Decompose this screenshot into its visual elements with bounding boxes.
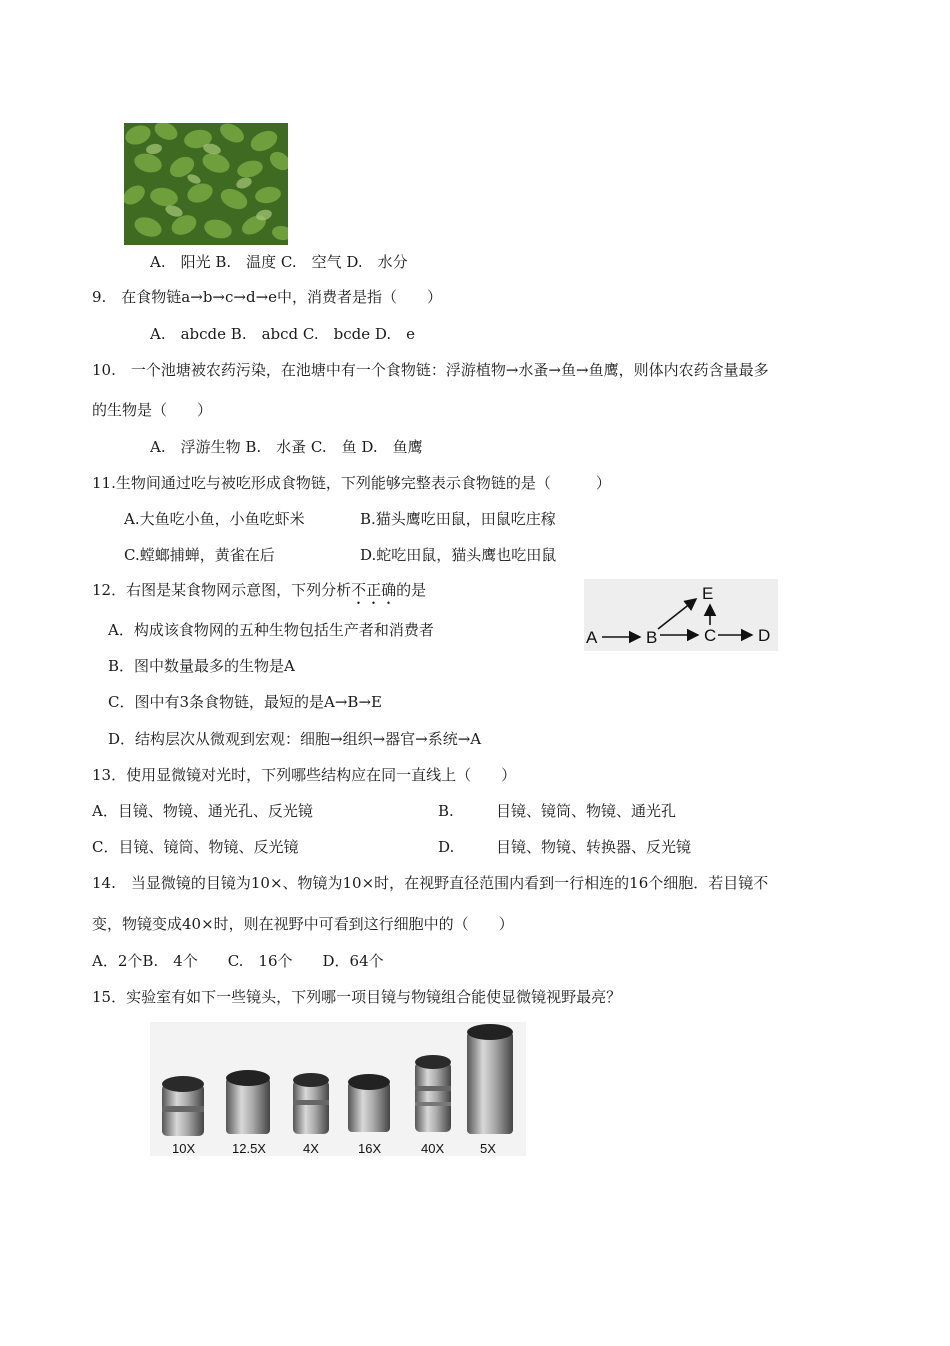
q15-stem: 15．实验室有如下一些镜头，下列哪一项目镜与物镜组合能使显微镜视野最亮？ [92,988,622,1006]
lens-label-10x: 10X [172,1141,196,1156]
q14-stem-line1: 14. 当显微镜的目镜为10×、物镜为10×时，在视野直径范围内看到一行相连的16个细胞．若目镜不 [92,874,769,892]
lens-label-4x: 4X [303,1141,319,1156]
q10-stem-line1: 10. 一个池塘被农药污染，在池塘中有一个食物链：浮游植物→水蚤→鱼→鱼鹰，则体内农药含量最多 [92,361,769,379]
lens-40x [415,1055,451,1132]
lens-4x [293,1073,329,1134]
q14-options: A．2个B. 4个 C. 16个 D．64个 [92,952,384,970]
q13-option-b-letter: B. [438,802,454,820]
lens-label-12-5x: 12.5X [232,1141,266,1156]
q13-option-b-text: 目镜、镜筒、物镜、通光孔 [496,802,677,820]
q11-option-a: A.大鱼吃小鱼，小鱼吃虾米 [124,510,305,528]
food-web-node-c: C [704,626,717,645]
q12-stem-prefix: 12．右图是某食物网示意图，下列分析 [92,581,352,599]
lens-label-16x: 16X [358,1141,382,1156]
q9-options: A. abcde B. abcd C. bcde D. e [150,325,415,343]
q11-option-c: C.螳螂捕蝉，黄雀在后 [124,546,275,564]
q13-option-d-letter: D. [438,838,455,856]
q12-option-d: D．结构层次从微观到宏观：细胞→组织→器官→系统→A [108,730,482,748]
food-web-node-e: E [702,584,714,603]
q12-option-c: C．图中有3条食物链，最短的是A→B→E [108,693,382,711]
q12-option-a: A．构成该食物网的五种生物包括生产者和消费者 [108,621,434,639]
lens-label-5x: 5X [480,1141,496,1156]
q12-option-b: B．图中数量最多的生物是A [108,657,295,675]
lens-5x [467,1024,513,1134]
leaves-photo [124,123,288,245]
q10-options: A. 浮游生物 B. 水蚤 C. 鱼 D. 鱼鹰 [150,438,423,456]
q13-stem: 13．使用显微镜对光时，下列哪些结构应在同一直线上（ ） [92,766,517,784]
q12-stem-emphasis: 不正确 [351,581,397,599]
q13-option-d-text: 目镜、物镜、转换器、反光镜 [496,838,692,856]
q13-option-c: C．目镜、镜筒、物镜、反光镜 [92,838,299,856]
q11-option-b: B.猫头鹰吃田鼠，田鼠吃庄稼 [360,510,556,528]
q14-stem-line2: 变，物镜变成40×时，则在视野中可看到这行细胞中的（ ） [92,915,514,933]
food-web-node-b: B [646,628,658,647]
food-web-arrow-b-e [658,599,696,629]
food-web-node-d: D [758,626,771,645]
lens-16x [348,1074,390,1132]
food-web-diagram [584,579,778,651]
q11-stem: 11.生物间通过吃与被吃形成食物链，下列能够完整表示食物链的是（ ） [92,474,611,492]
lens-12-5x [226,1070,270,1134]
lens-photo [150,1022,526,1156]
q10-stem-line2: 的生物是（ ） [92,401,213,419]
q12-stem-suffix: 的是 [396,581,427,599]
q8-options: A. 阳光 B. 温度 C. 空气 D. 水分 [150,253,408,271]
food-web-node-a: A [586,628,598,647]
q13-option-a: A．目镜、物镜、通光孔、反光镜 [92,802,313,820]
lens-10x [162,1076,204,1136]
q12-stem [92,580,426,608]
q9-stem: 9. 在食物链a→b→c→d→e中，消费者是指（ ） [92,288,443,306]
lens-label-40x: 40X [421,1141,445,1156]
q11-option-d: D.蛇吃田鼠，猫头鹰也吃田鼠 [360,546,557,564]
